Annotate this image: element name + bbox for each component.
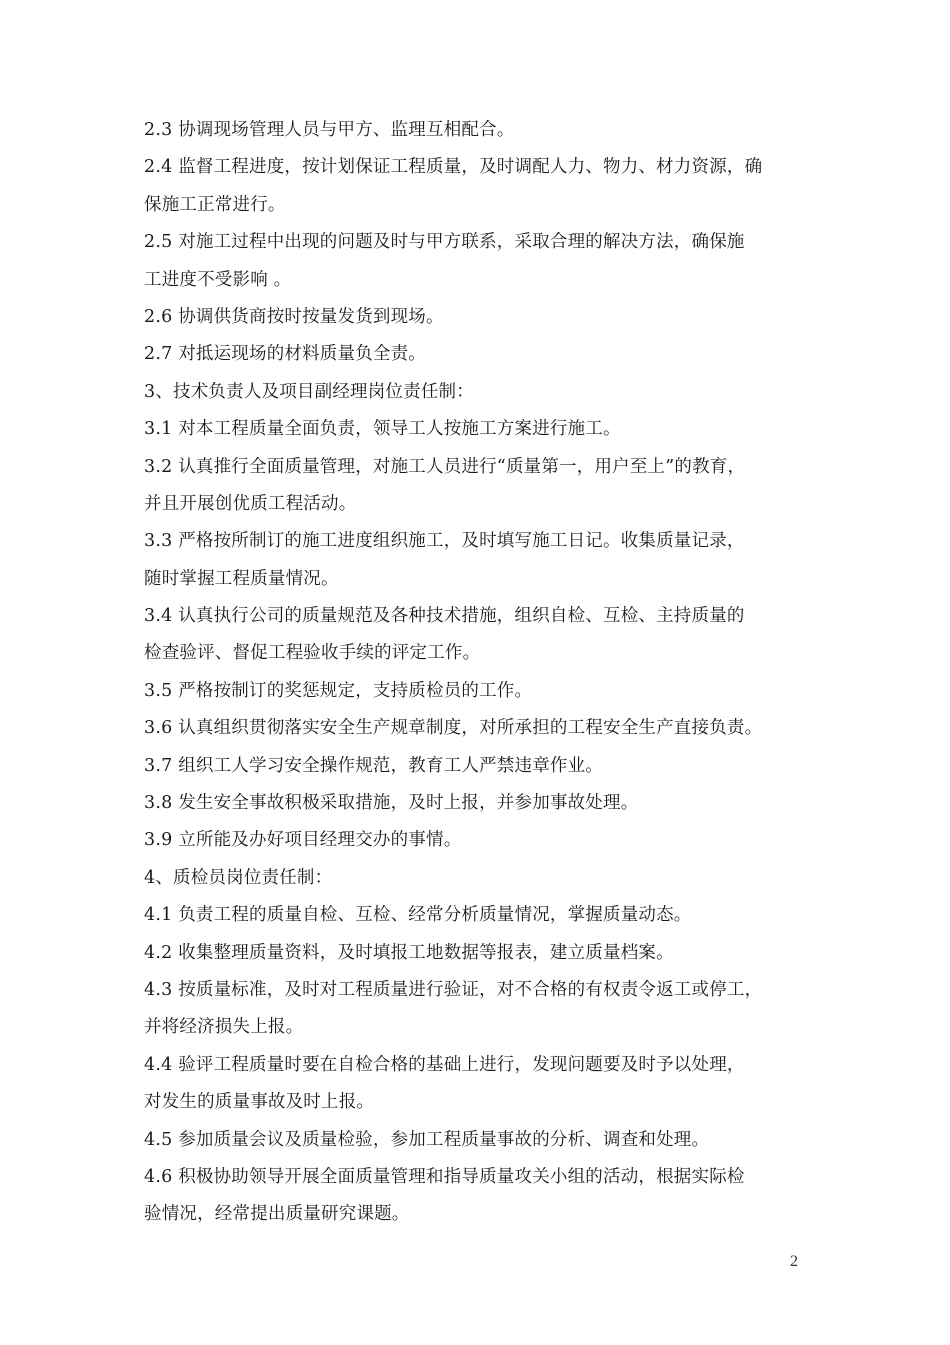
text-line: 3.8 发生安全事故积极采取措施，及时上报，并参加事故处理。 (144, 793, 639, 814)
text-line: 2.6 协调供货商按时按量发货到现场。 (144, 306, 444, 327)
text-line: 4.1 负责工程的质量自检、互检、经常分析质量情况，掌握质量动态。 (144, 905, 692, 926)
text-line: 3.6 认真组织贯彻落实安全生产规章制度，对所承担的工程安全生产直接负责。 (144, 718, 763, 739)
text-line: 验情况，经常提出质量研究课题。 (144, 1204, 410, 1225)
text-line: 3.1 对本工程质量全面负责，领导工人按施工方案进行施工。 (144, 419, 621, 440)
text-line: 并将经济损失上报。 (144, 1017, 304, 1038)
text-line: 2.4 监督工程进度，按计划保证工程质量，及时调配人力、物力、材力资源，确 (144, 157, 763, 178)
text-line: 3.9 立所能及办好项目经理交办的事情。 (144, 830, 462, 851)
text-line: 对发生的质量事故及时上报。 (144, 1092, 375, 1113)
text-line: 并且开展创优质工程活动。 (144, 493, 357, 514)
text-line: 3.5 严格按制订的奖惩规定，支持质检员的工作。 (144, 680, 533, 701)
text-line: 3.3 严格按所制订的施工进度组织施工，及时填写施工日记。收集质量记录， (144, 531, 745, 552)
text-line: 4.4 验评工程质量时要在自检合格的基础上进行，发现问题要及时予以处理， (144, 1054, 745, 1075)
text-line: 4.5 参加质量会议及质量检验，参加工程质量事故的分析、调查和处理。 (144, 1129, 710, 1150)
text-line: 4.3 按质量标准，及时对工程质量进行验证，对不合格的有权责令返工或停工， (144, 979, 763, 1000)
text-line: 4.6 积极协助领导开展全面质量管理和指导质量攻关小组的活动，根据实际检 (144, 1166, 745, 1187)
section-heading: 3、技术负责人及项目副经理岗位责任制： (144, 381, 474, 402)
text-line: 2.3 协调现场管理人员与甲方、监理互相配合。 (144, 120, 515, 140)
text-line: 保施工正常进行。 (144, 194, 286, 215)
text-line: 检查验评、督促工程验收手续的评定工作。 (144, 643, 481, 664)
text-line: 3.4 认真执行公司的质量规范及各种技术措施，组织自检、互检、主持质量的 (144, 606, 745, 627)
section-heading: 4、质检员岗位责任制： (144, 867, 333, 888)
text-line: 2.5 对施工过程中出现的问题及时与甲方联系，采取合理的解决方法，确保施 (144, 232, 745, 253)
text-line: 3.7 组织工人学习安全操作规范，教育工人严禁违章作业。 (144, 755, 603, 776)
text-line: 随时掌握工程质量情况。 (144, 568, 339, 589)
text-line: 工进度不受影响 。 (144, 269, 292, 290)
document-body (144, 112, 814, 1234)
page-number: 2 (790, 1253, 798, 1270)
text-line: 2.7 对抵运现场的材料质量负全责。 (144, 344, 426, 365)
text-line: 3.2 认真推行全面质量管理，对施工人员进行“质量第一，用户至上”的教育， (144, 456, 746, 477)
text-line: 4.2 收集整理质量资料，及时填报工地数据等报表，建立质量档案。 (144, 942, 674, 963)
